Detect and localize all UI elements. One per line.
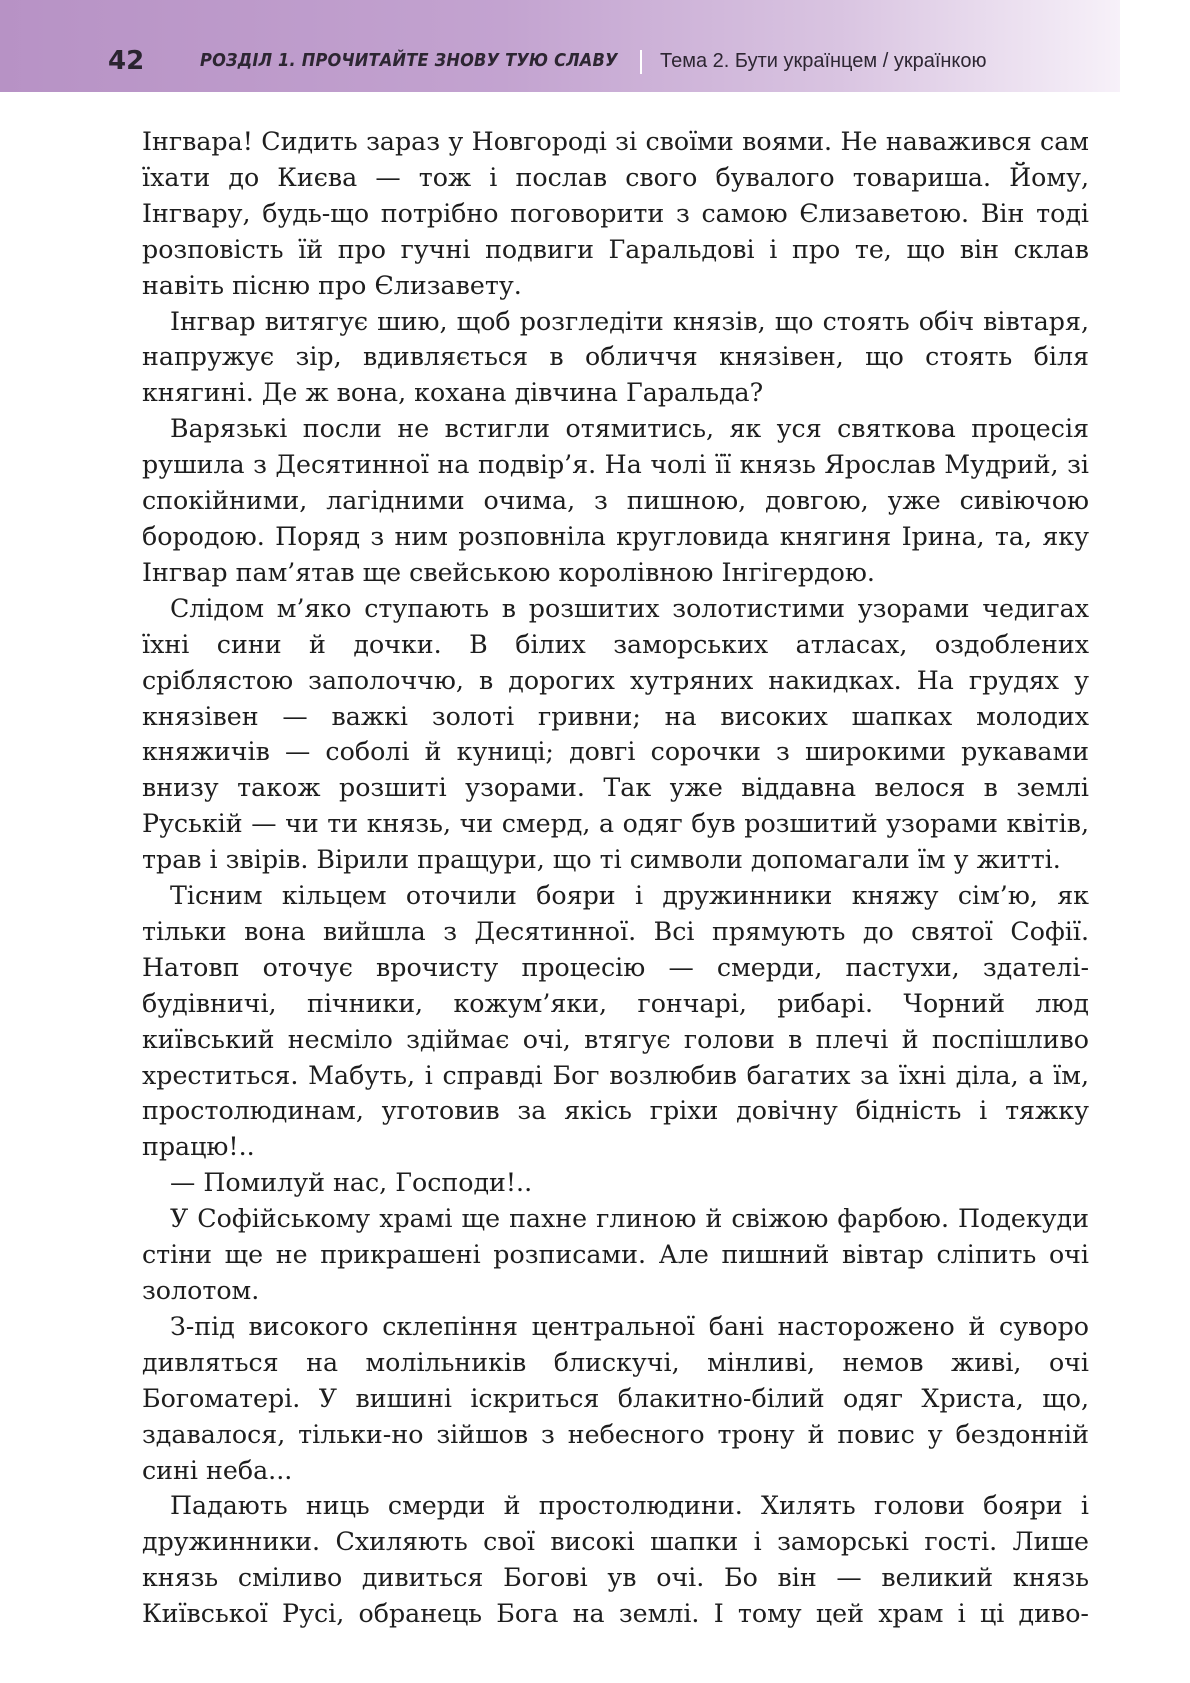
paragraph-8: З-під високого склепіння центральної бані насторожено й суворо дивляться на молільників блискучі, мінливі, немов живі, очі Богоматері. У вишині іскриться блакитно-білий одяг Христа, що, здавалося, тільки-но зійшов з небесного трону й повис у бездонній сині неба... [142, 1311, 1089, 1485]
paragraph-7: У Софійському храмі ще пахне глиною й свіжою фарбою. Подекуди стіни ще не прикрашені розписами. Але пишний вівтар сліпить очі золотом. [142, 1204, 1089, 1305]
section-title: РОЗДІЛ 1. ПРОЧИТАЙТЕ ЗНОВУ ТУЮ СЛАВУ [200, 50, 618, 71]
paragraph-2: Інгвар витягує шию, щоб розгледіти князів, що стоять обіч вівтаря, напружує зір, вдивляється в обличчя князівен, що стоять біля княгині. Де ж вона, кохана дівчина Гаральда? [142, 306, 1089, 408]
page-number: 42 [108, 46, 145, 76]
main-text [142, 124, 1089, 1632]
paragraph-6: — Помилуй нас, Господи!.. [170, 1168, 533, 1198]
paragraph-5: Тісним кільцем оточили бояри і дружинники княжу сім’ю, як тільки вона вийшла з Десятинної. Всі прямують до святої Софії. Натовп оточує врочисту процесію — смерди, пастухи, здателі-будівничі, пічники, кожум’яки, гончарі, рибарі. Чорний люд київський несміло здіймає очі, втягує голови в плечі й поспішливо хреститься. Мабуть, і справді Бог возлюбив багатих за їхні діла, а їм, простолюдинам, уготовив за якісь гріхи довічну бідність і тяжку працю!.. [142, 881, 1089, 1162]
paragraph-1: Інгвара! Сидить зараз у Новгороді зі своїми воями. Не наважився сам їхати до Києва — тож і послав свого бувалого товариша. Йому, Інгвару, будь-що потрібно поговорити з самою Єлизаветою. Він тоді розповість їй про гучні подвиги Гаральдові і про те, що він склав навіть пісню про Єлизавету. [142, 127, 1089, 300]
paragraph-3: Варязькі посли не встигли отямитись, як уся святкова процесія рушила з Десятинної на подвір’я. На чолі її князь Ярослав Мудрий, зі спокійними, лагідними очима, з пишною, довгою, уже сивіючою бородою. Поряд з ним розповніла кругловида княгиня Ірина, та, яку Інгвар пам’ятав ще свейською королівною Інгігердою. [142, 414, 1089, 587]
paragraph-9: Падають ниць смерди й простолюдини. Хилять голови бояри і дружинники. Схиляють свої високі шапки і заморські гості. Лише князь сміливо дивиться Богові ув очі. Бо він — великий князь Київської Русі, обранець Бога на землі. І тому цей храм і ці диво- [142, 1491, 1089, 1629]
paragraph-4: Слідом м’яко ступають в розшитих золотистими узорами чедигах їхні сини й дочки. В білих заморських атласах, оздоблених сріблястою заполоччю, в дорогих хутряних накидках. На грудях у князівен — важкі золоті гривни; на високих шапках молодих княжичів — соболі й куниці; довгі сорочки з широкими рукавами внизу також розшиті узорами. Так уже віддавна велося в землі Руській — чи ти князь, чи смерд, а одяг був розшитий узорами квітів, трав і звірів. Вірили пращури, що ті символи допомагали їм у житті. [142, 593, 1089, 875]
topic-title: Тема 2. Бути українцем / українкою [660, 50, 987, 72]
chapter-header-band [0, 0, 1120, 92]
header-divider [640, 50, 642, 74]
